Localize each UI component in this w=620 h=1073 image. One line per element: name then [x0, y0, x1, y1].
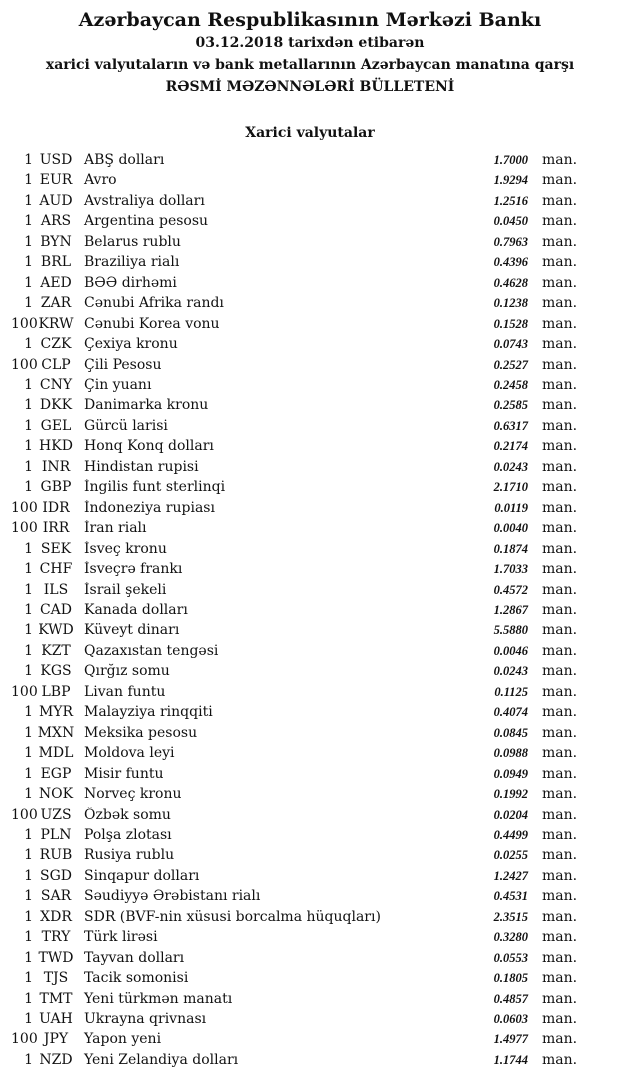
subtitle-line: xarici valyutaların və bank metallarının Azərbaycan manatına qarşı: [45, 57, 575, 73]
unit-cell: man.: [542, 499, 578, 516]
exchange-rate-row: [0, 541, 620, 561]
currency-code-cell: SGD: [40, 867, 72, 884]
currency-name-cell: İsveçrə frankı: [84, 561, 183, 578]
rate-value-cell: 2.1710: [493, 480, 528, 495]
currency-code-cell: MXN: [37, 724, 75, 741]
exchange-rate-row: [0, 275, 620, 295]
currency-name-cell: Avstraliya dolları: [84, 192, 205, 209]
exchange-rate-row: [0, 888, 620, 908]
unit-cell: man.: [542, 274, 578, 291]
currency-name-cell: Argentina pesosu: [84, 213, 209, 230]
rate-value-cell: 0.3280: [493, 930, 528, 945]
rate-value-cell: 0.0845: [493, 725, 528, 740]
unit-cell: man.: [542, 479, 578, 496]
rate-value-cell: 0.0450: [493, 214, 528, 229]
currency-name-cell: Ukrayna qrivnası: [84, 1011, 207, 1028]
quantity-cell: 1: [24, 929, 33, 946]
quantity-cell: 100: [11, 806, 38, 823]
quantity-cell: 1: [24, 152, 33, 168]
exchange-rate-row: [0, 622, 620, 642]
quantity-cell: 1: [24, 295, 33, 312]
quantity-cell: 1: [24, 826, 33, 843]
currency-code-cell: EUR: [39, 172, 73, 189]
currency-name-cell: Cənubi Korea vonu: [84, 315, 220, 332]
unit-cell: man.: [542, 601, 578, 618]
unit-cell: man.: [542, 765, 578, 782]
currency-code-cell: USD: [39, 152, 73, 168]
exchange-rate-row: [0, 418, 620, 438]
quantity-cell: 1: [24, 438, 33, 455]
rate-value-cell: 1.2427: [493, 868, 528, 883]
exchange-rate-row: [0, 807, 620, 827]
unit-cell: man.: [542, 397, 578, 414]
currency-code-cell: INR: [41, 458, 71, 475]
rate-value-cell: 0.4396: [493, 255, 528, 270]
rate-value-cell: 0.0949: [493, 766, 528, 781]
currency-code-cell: MYR: [38, 704, 74, 721]
currency-code-cell: SEK: [40, 540, 72, 557]
currency-name-cell: Misir funtu: [84, 765, 164, 782]
exchange-rate-row: [0, 459, 620, 479]
rate-value-cell: 0.4628: [493, 275, 528, 290]
currency-code-cell: AUD: [39, 192, 73, 209]
currency-name-cell: Polşa zlotası: [84, 826, 172, 843]
quantity-cell: 1: [24, 745, 33, 762]
exchange-rate-row: [0, 684, 620, 704]
quantity-cell: 1: [24, 172, 33, 189]
currency-name-cell: Çin yuanı: [84, 376, 152, 393]
effective-date-line: 03.12.2018 tarixdən etibarən: [195, 35, 425, 51]
rate-value-cell: 0.1874: [493, 541, 528, 556]
unit-cell: man.: [542, 336, 578, 353]
currency-name-cell: Cənubi Afrika randı: [84, 295, 224, 312]
bank-title: Azərbaycan Respublikasının Mərkəzi Bankı: [78, 9, 542, 31]
exchange-rate-row: [0, 316, 620, 336]
currency-name-cell: Qırğız somu: [84, 663, 170, 680]
exchange-rate-row: [0, 745, 620, 765]
quantity-cell: 1: [24, 867, 33, 884]
rate-value-cell: 1.2867: [493, 602, 528, 617]
rate-value-cell: 0.4074: [493, 705, 528, 720]
exchange-rate-row: [0, 602, 620, 622]
unit-cell: man.: [542, 192, 578, 209]
exchange-rate-row: [0, 970, 620, 990]
quantity-cell: 1: [24, 581, 33, 598]
currency-name-cell: Meksika pesosu: [84, 724, 198, 741]
exchange-rate-row: [0, 500, 620, 520]
currency-code-cell: RUB: [39, 847, 73, 864]
exchange-rate-row: [0, 234, 620, 254]
unit-cell: man.: [542, 233, 578, 250]
rate-value-cell: 0.0988: [493, 746, 528, 761]
currency-code-cell: ARS: [40, 213, 72, 230]
currency-code-cell: KWD: [38, 622, 74, 639]
unit-cell: man.: [542, 172, 578, 189]
currency-name-cell: Qazaxıstan tengəsi: [84, 642, 219, 659]
exchange-rate-row: [0, 1031, 620, 1051]
exchange-rate-row: [0, 357, 620, 377]
rate-value-cell: 0.0046: [493, 643, 528, 658]
unit-cell: man.: [542, 929, 578, 946]
rate-value-cell: 0.2585: [493, 398, 528, 413]
currency-name-cell: Rusiya rublu: [84, 847, 175, 864]
quantity-cell: 1: [24, 908, 33, 925]
exchange-rate-row: [0, 1052, 620, 1072]
rate-value-cell: 0.0243: [493, 459, 528, 474]
exchange-rate-row: [0, 786, 620, 806]
exchange-rate-row: [0, 929, 620, 949]
quantity-cell: 1: [24, 561, 33, 578]
quantity-cell: 1: [24, 233, 33, 250]
exchange-rate-row: [0, 213, 620, 233]
quantity-cell: 100: [11, 315, 38, 332]
unit-cell: man.: [542, 581, 578, 598]
currency-code-cell: JPY: [43, 1031, 69, 1048]
rate-value-cell: 1.7000: [493, 153, 528, 167]
quantity-cell: 100: [11, 499, 38, 516]
exchange-rates-table: [0, 152, 620, 1072]
unit-cell: man.: [542, 642, 578, 659]
currency-code-cell: PLN: [40, 826, 72, 843]
currency-name-cell: Kanada dolları: [84, 601, 188, 618]
quantity-cell: 1: [24, 376, 33, 393]
rate-value-cell: 0.0603: [493, 1012, 528, 1027]
rate-value-cell: 0.2458: [493, 377, 528, 392]
unit-cell: man.: [542, 315, 578, 332]
unit-cell: man.: [542, 254, 578, 271]
exchange-rate-row: [0, 847, 620, 867]
exchange-rate-row: [0, 766, 620, 786]
currency-name-cell: Braziliya rialı: [84, 254, 180, 271]
currency-name-cell: SDR (BVF-nin xüsusi borcalma hüquqları): [84, 908, 381, 925]
quantity-cell: 1: [24, 540, 33, 557]
exchange-rate-row: [0, 172, 620, 192]
quantity-cell: 100: [11, 1031, 38, 1048]
unit-cell: man.: [542, 152, 578, 168]
quantity-cell: 1: [24, 479, 33, 496]
currency-code-cell: MDL: [38, 745, 74, 762]
quantity-cell: 1: [24, 622, 33, 639]
unit-cell: man.: [542, 847, 578, 864]
currency-name-cell: BƏƏ dirhəmi: [84, 274, 177, 291]
quantity-cell: 100: [11, 520, 38, 537]
quantity-cell: 100: [11, 356, 38, 373]
currency-name-cell: Yapon yeni: [84, 1031, 162, 1048]
currency-code-cell: HKD: [39, 438, 73, 455]
rate-value-cell: 1.4977: [493, 1032, 528, 1047]
unit-cell: man.: [542, 376, 578, 393]
currency-name-cell: Yeni Zelandiya dolları: [84, 1051, 239, 1068]
exchange-rate-row: [0, 377, 620, 397]
currency-name-cell: Livan funtu: [84, 683, 166, 700]
unit-cell: man.: [542, 826, 578, 843]
document-header: [0, 0, 620, 98]
currency-name-cell: Moldova leyi: [84, 745, 175, 762]
currency-code-cell: KRW: [38, 315, 74, 332]
unit-cell: man.: [542, 949, 578, 966]
rate-value-cell: 0.1805: [493, 971, 528, 986]
currency-code-cell: ILS: [43, 581, 69, 598]
currency-code-cell: DKK: [39, 397, 73, 414]
quantity-cell: 1: [24, 847, 33, 864]
unit-cell: man.: [542, 745, 578, 762]
quantity-cell: 1: [24, 663, 33, 680]
currency-name-cell: Avro: [84, 172, 117, 189]
unit-cell: man.: [542, 438, 578, 455]
unit-cell: man.: [542, 213, 578, 230]
currency-name-cell: Türk lirəsi: [84, 929, 158, 946]
unit-cell: man.: [542, 908, 578, 925]
currency-code-cell: EGP: [40, 765, 72, 782]
rate-value-cell: 0.1528: [493, 316, 528, 331]
currency-code-cell: NOK: [38, 786, 74, 803]
currency-code-cell: BYN: [40, 233, 72, 250]
unit-cell: man.: [542, 295, 578, 312]
unit-cell: man.: [542, 540, 578, 557]
unit-cell: man.: [542, 356, 578, 373]
unit-cell: man.: [542, 561, 578, 578]
currency-code-cell: ZAR: [40, 295, 72, 312]
currency-code-cell: GBP: [40, 479, 72, 496]
currency-name-cell: Honq Konq dolları: [84, 438, 214, 455]
currency-code-cell: TWD: [38, 949, 74, 966]
quantity-cell: 1: [24, 724, 33, 741]
exchange-rate-row: [0, 704, 620, 724]
currency-name-cell: Norveç kronu: [84, 786, 182, 803]
exchange-rate-row: [0, 193, 620, 213]
currency-name-cell: Hindistan rupisi: [84, 458, 199, 475]
rate-value-cell: 1.1744: [493, 1052, 528, 1067]
exchange-rate-row: [0, 827, 620, 847]
quantity-cell: 1: [24, 765, 33, 782]
unit-cell: man.: [542, 1051, 578, 1068]
exchange-rate-row: [0, 1011, 620, 1031]
currency-name-cell: İngilis funt sterlinqi: [84, 479, 226, 496]
quantity-cell: 1: [24, 970, 33, 987]
rate-value-cell: 0.1238: [493, 296, 528, 311]
currency-name-cell: Özbək somu: [84, 806, 171, 823]
exchange-rate-row: [0, 909, 620, 929]
currency-code-cell: XDR: [40, 908, 72, 925]
currency-code-cell: CZK: [40, 336, 72, 353]
rate-value-cell: 0.2174: [493, 439, 528, 454]
currency-name-cell: İndoneziya rupiası: [84, 499, 215, 516]
quantity-cell: 1: [24, 601, 33, 618]
quantity-cell: 1: [24, 213, 33, 230]
currency-code-cell: CAD: [39, 601, 73, 618]
rate-value-cell: 0.7963: [493, 234, 528, 249]
exchange-rate-row: [0, 868, 620, 888]
unit-cell: man.: [542, 867, 578, 884]
unit-cell: man.: [542, 990, 578, 1007]
unit-cell: man.: [542, 724, 578, 741]
currency-name-cell: Tayvan dolları: [84, 949, 185, 966]
exchange-rate-row: [0, 950, 620, 970]
currency-code-cell: IDR: [42, 499, 70, 516]
bulletin-title: RƏSMİ MƏZƏNNƏLƏRİ BÜLLETENİ: [165, 79, 455, 95]
currency-code-cell: GEL: [40, 417, 72, 434]
unit-cell: man.: [542, 683, 578, 700]
currency-code-cell: TMT: [39, 990, 73, 1007]
currency-name-cell: Tacik somonisi: [84, 970, 189, 987]
rate-value-cell: 0.0040: [493, 521, 528, 536]
rate-value-cell: 5.5880: [493, 623, 528, 638]
exchange-rate-row: [0, 295, 620, 315]
currency-code-cell: IRR: [42, 520, 70, 537]
exchange-rate-row: [0, 663, 620, 683]
exchange-rate-row: [0, 152, 620, 172]
unit-cell: man.: [542, 1011, 578, 1028]
exchange-rate-row: [0, 561, 620, 581]
unit-cell: man.: [542, 622, 578, 639]
quantity-cell: 1: [24, 458, 33, 475]
exchange-rate-row: [0, 438, 620, 458]
exchange-rate-row: [0, 991, 620, 1011]
currency-name-cell: Yeni türkmən manatı: [84, 990, 233, 1007]
currency-code-cell: KGS: [40, 663, 72, 680]
quantity-cell: 1: [24, 254, 33, 271]
unit-cell: man.: [542, 417, 578, 434]
quantity-cell: 1: [24, 417, 33, 434]
rate-value-cell: 0.4572: [493, 582, 528, 597]
rate-value-cell: 1.7033: [493, 562, 528, 577]
unit-cell: man.: [542, 786, 578, 803]
currency-name-cell: Gürcü larisi: [84, 417, 168, 434]
quantity-cell: 1: [24, 786, 33, 803]
unit-cell: man.: [542, 458, 578, 475]
exchange-rate-row: [0, 397, 620, 417]
quantity-cell: 1: [24, 192, 33, 209]
quantity-cell: 1: [24, 274, 33, 291]
currency-code-cell: KZT: [41, 642, 71, 659]
rate-value-cell: 0.0119: [494, 500, 528, 515]
rate-value-cell: 0.0204: [493, 807, 528, 822]
rate-value-cell: 0.0553: [493, 950, 528, 965]
currency-code-cell: AED: [40, 274, 72, 291]
currency-name-cell: İsrail şekeli: [84, 581, 167, 598]
currency-name-cell: İran rialı: [84, 520, 147, 537]
currency-code-cell: TRY: [41, 929, 71, 946]
quantity-cell: 1: [24, 949, 33, 966]
currency-code-cell: BRL: [40, 254, 72, 271]
rate-value-cell: 0.4857: [493, 991, 528, 1006]
unit-cell: man.: [542, 970, 578, 987]
unit-cell: man.: [542, 663, 578, 680]
currency-name-cell: Küveyt dinarı: [84, 622, 180, 639]
rate-value-cell: 1.2516: [493, 193, 528, 208]
quantity-cell: 1: [24, 888, 33, 905]
quantity-cell: 100: [11, 683, 38, 700]
exchange-rate-row: [0, 520, 620, 540]
rate-value-cell: 2.3515: [493, 909, 528, 924]
rate-value-cell: 0.0255: [493, 848, 528, 863]
currency-code-cell: NZD: [39, 1051, 73, 1068]
rate-value-cell: 0.1125: [494, 684, 528, 699]
currency-code-cell: CLP: [41, 356, 71, 373]
currency-code-cell: UZS: [40, 806, 72, 823]
currency-name-cell: Belarus rublu: [84, 233, 181, 250]
quantity-cell: 1: [24, 397, 33, 414]
quantity-cell: 1: [24, 642, 33, 659]
currency-name-cell: Çili Pesosu: [84, 356, 162, 373]
currency-name-cell: Danimarka kronu: [84, 397, 209, 414]
rate-value-cell: 0.6317: [493, 418, 528, 433]
currency-name-cell: Sinqapur dolları: [84, 867, 200, 884]
exchange-rate-row: [0, 336, 620, 356]
unit-cell: man.: [542, 704, 578, 721]
currency-code-cell: LBP: [41, 683, 71, 700]
exchange-rate-row: [0, 582, 620, 602]
rate-value-cell: 1.9294: [493, 173, 528, 188]
rate-value-cell: 0.0743: [493, 337, 528, 352]
exchange-rate-row: [0, 725, 620, 745]
rate-value-cell: 0.4531: [493, 889, 528, 904]
rate-value-cell: 0.4499: [493, 827, 528, 842]
quantity-cell: 1: [24, 336, 33, 353]
unit-cell: man.: [542, 1031, 578, 1048]
currency-code-cell: TJS: [43, 970, 69, 987]
rate-value-cell: 0.2527: [493, 357, 528, 372]
unit-cell: man.: [542, 888, 578, 905]
unit-cell: man.: [542, 806, 578, 823]
currency-name-cell: ABŞ dolları: [84, 152, 165, 168]
exchange-rate-row: [0, 643, 620, 663]
section-title-foreign-currencies: Xarici valyutalar: [245, 125, 375, 141]
currency-code-cell: CNY: [39, 376, 73, 393]
quantity-cell: 1: [24, 1051, 33, 1068]
rate-value-cell: 0.1992: [493, 787, 528, 802]
exchange-rate-row: [0, 254, 620, 274]
currency-name-cell: Çexiya kronu: [84, 336, 178, 353]
quantity-cell: 1: [24, 704, 33, 721]
currency-code-cell: CHF: [39, 561, 73, 578]
currency-name-cell: Malayziya rinqqiti: [84, 704, 213, 721]
quantity-cell: 1: [24, 990, 33, 1007]
currency-name-cell: Səudiyyə Ərəbistanı rialı: [84, 888, 261, 905]
quantity-cell: 1: [24, 1011, 33, 1028]
currency-code-cell: SAR: [40, 888, 72, 905]
unit-cell: man.: [542, 520, 578, 537]
currency-code-cell: UAH: [39, 1011, 73, 1028]
rate-value-cell: 0.0243: [493, 664, 528, 679]
exchange-rate-row: [0, 479, 620, 499]
currency-name-cell: İsveç kronu: [84, 540, 167, 557]
